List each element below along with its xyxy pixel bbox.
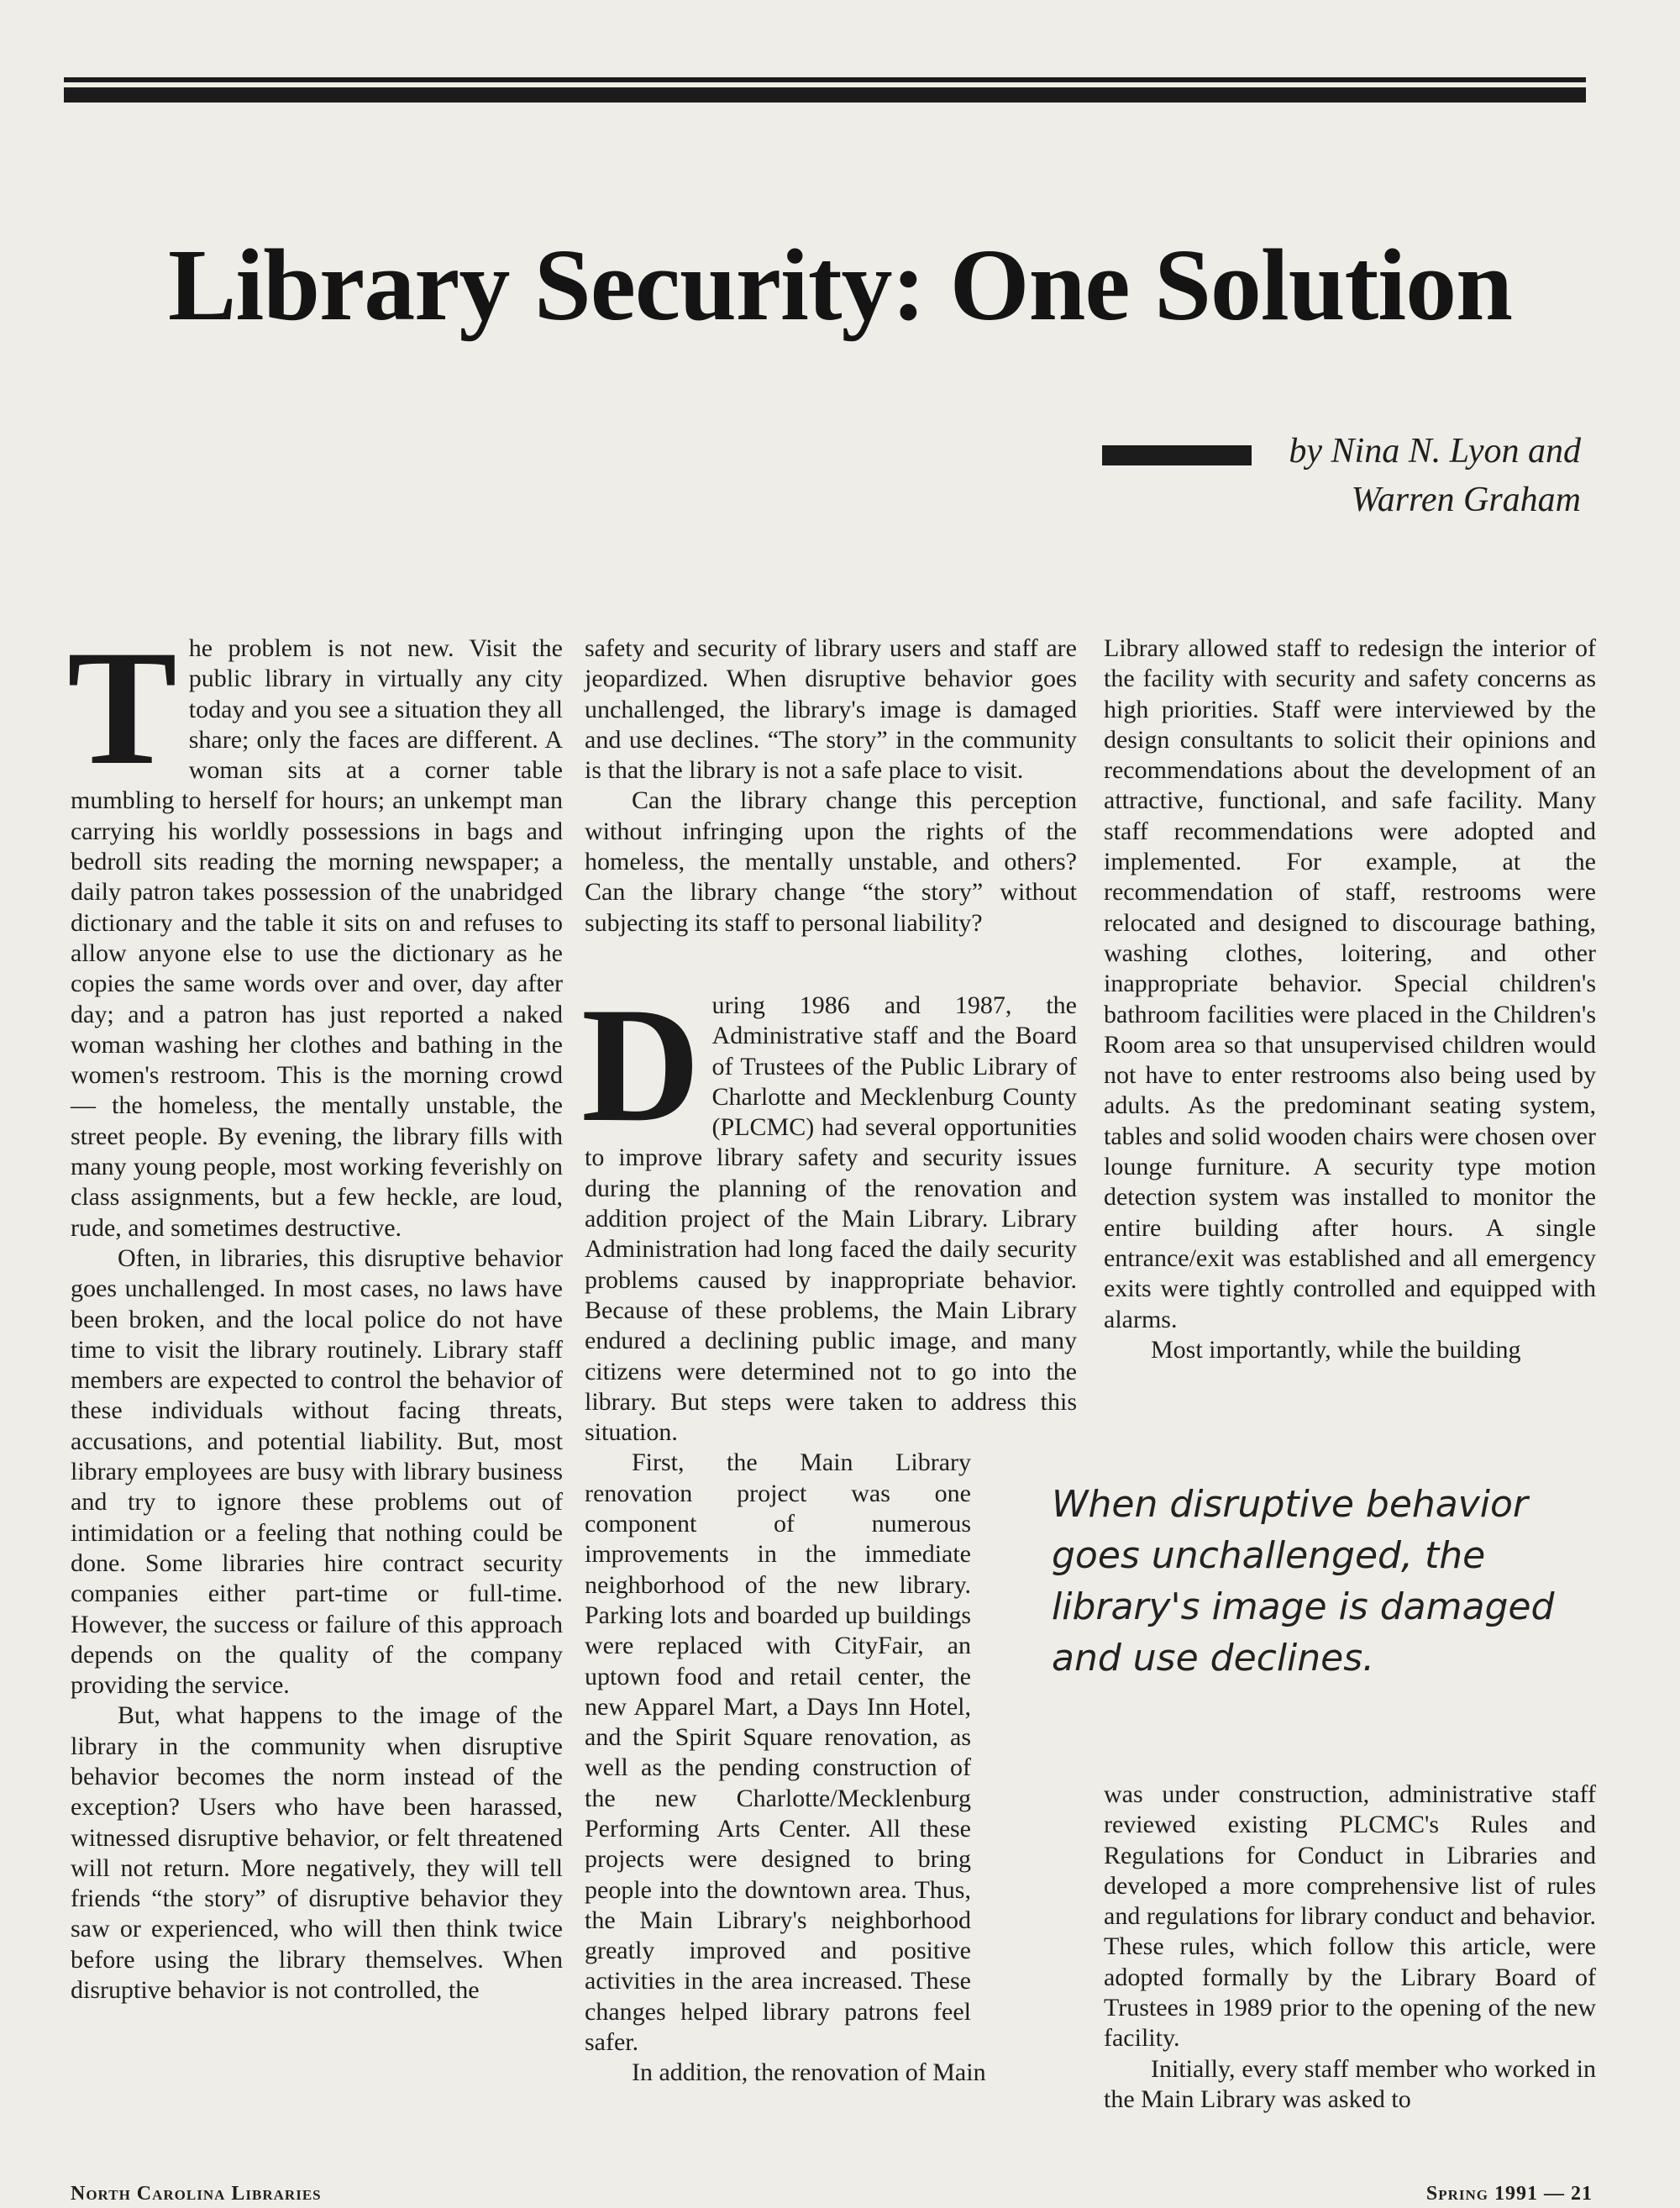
top-rule-thin: [64, 77, 1586, 82]
paragraph: he problem is not new. Visit the public library in virtually any city today and you see a situation they all share; only the faces are different. A woman sits at a corner table mumbling to herself for hours; an unkempt man carrying his worldly possessions in bags and bedroll sits reading the morning newspaper; a daily patron takes possession of the unabridged dictionary and the table it sits on and refuses to allow anyone else to use the dictionary as he copies the same words over and over, day after day; and a patron has just reported a naked woman washing her clothes and bathing in the women's restroom. This is the morning crowd — the homeless, the mentally unstable, the street people. By evening, the library fills with many young people, most working feverishly on class assignments, but a few heckle, are loud, rude, and sometimes destructive.: [71, 634, 563, 1242]
column-3: [1104, 633, 1596, 1365]
byline-authors-1: by Nina N. Lyon and: [1289, 432, 1581, 471]
paragraph: First, the Main Library renovation project was one component of numerous improvements in the immediate neighborhood of the new library. Parking lots and boarded up buildings were replaced with CityFair, an uptown food and retail center, the new Apparel Mart, a Days Inn Hotel, and the Spirit Square renovation, as well as the pending construction of the new Charlotte/Mecklenburg Performing Arts Center. All these projects were designed to bring people into the downtown area. Thus, the Main Library's neighborhood greatly improved and positive activities in the area increased. These changes helped library patrons feel safer.: [585, 1448, 971, 2057]
column-1: [67, 617, 563, 2006]
column-3-continued: [1104, 1780, 1596, 2115]
article-title: Library Security: One Solution: [167, 229, 1513, 342]
footer-page: Spring 1991 — 21: [1425, 2183, 1593, 2205]
footer-journal: North Carolina Libraries: [71, 2183, 322, 2205]
column-2: [581, 633, 1077, 2089]
paragraph: safety and security of library users and staff are jeopardized. When disruptive behavior goes unchallenged, the library's image is damaged and use declines. “The story” in the community is that the library is not a safe place to visit.: [585, 634, 1077, 785]
dropcap-t: T: [67, 617, 177, 799]
paragraph: Often, in libraries, this disruptive behavior goes unchallenged. In most cases, no laws have been broken, and the local police do not have time to visit the library routinely. Library staff members are expected to control the behavior of these individuals without facing threats, accusations, and potential liability. But, most library employees are busy with library business and try to ignore these problems out of intimidation or a feeling that nothing could be done. Some libraries hire contract security companies either part-time or full-time. However, the success or failure of this approach depends on the quality of the company providing the service.: [71, 1243, 563, 1700]
paragraph: In addition, the renovation of Main: [632, 2058, 986, 2087]
paragraph: was under construction, administrative staff reviewed existing PLCMC's Rules and Regulations for Conduct in Libraries and developed a more comprehensive list of rules and regulations for library conduct and behavior. These rules, which follow this article, were adopted formally by the Library Board of Trustees in 1989 prior to the opening of the new facility.: [1104, 1780, 1596, 2053]
paragraph: uring 1986 and 1987, the Administrative staff and the Board of Trustees of the Public Library of Charlotte and Mecklenburg County (PLCMC) had several opportunities to improve library safety and security issues during the planning of the renovation and addition project of the Main Library. Library Administration had long faced the daily security problems caused by inappropriate behavior. Because of these problems, the Main Library endured a declining public image, and many citizens were determined not to go into the library. But steps were taken to address this situation.: [585, 991, 1077, 1447]
byline: [1289, 427, 1581, 524]
pull-quote: When disruptive behavior goes unchallenged, the library's image is damaged and use declines.: [1052, 1483, 1555, 1680]
top-rule-thick: [64, 87, 1586, 103]
dropcap-d: D: [581, 973, 701, 1156]
paragraph: Can the library change this perception without infringing upon the rights of the homeless, the mentally unstable, and others? Can the library change “the story” without subjecting its staff to personal liability?: [585, 786, 1077, 937]
byline-authors-2: Warren Graham: [1351, 481, 1581, 519]
byline-bar: [1102, 445, 1252, 465]
paragraph: Initially, every staff member who worked in the Main Library was asked to: [1104, 2054, 1596, 2113]
paragraph: But, what happens to the image of the library in the community when disruptive behavior becomes the norm instead of the exception? Users who have been harassed, witnessed disruptive behavior, or felt threatened will not return. More negatively, they will tell friends “the story” of disruptive behavior they saw or experienced, who will then think twice before using the library themselves. When disruptive behavior is not controlled, the: [71, 1701, 563, 2005]
paragraph: Most importantly, while the building: [1151, 1335, 1521, 1364]
paragraph: Library allowed staff to redesign the interior of the facility with security and safety concerns as high priorities. Staff were interviewed by the design consultants to solicit their opinions and recommendations about the development of an attractive, functional, and safe facility. Many staff recommendations were adopted and implemented. For example, at the recommendation of staff, restrooms were relocated and designed to discourage bathing, washing clothes, loitering, and other inappropriate behavior. Special children's bathroom facilities were placed in the Children's Room area so that unsupervised children would not have to enter restrooms also being used by adults. As the predominant seating system, tables and solid wooden chairs were chosen over lounge furniture. A security type motion detection system was installed to monitor the entire building after hours. A single entrance/exit was established and all emergency exits were tightly controlled and equipped with alarms.: [1104, 634, 1596, 1333]
